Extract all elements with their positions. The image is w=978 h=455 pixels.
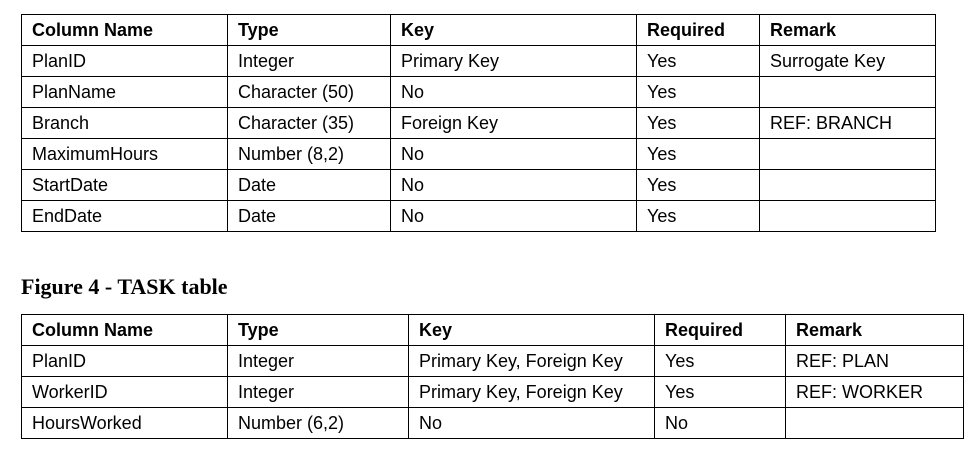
cell-required: Yes <box>637 77 760 108</box>
cell-remark <box>760 201 936 232</box>
cell-key: No <box>391 77 637 108</box>
cell-remark: REF: WORKER <box>786 377 964 408</box>
table-row <box>22 46 936 77</box>
cell-remark <box>786 408 964 439</box>
cell-remark: REF: PLAN <box>786 346 964 377</box>
cell-remark: Surrogate Key <box>760 46 936 77</box>
cell-remark <box>760 139 936 170</box>
cell-column-name: WorkerID <box>22 377 228 408</box>
cell-column-name: StartDate <box>22 170 228 201</box>
cell-type: Character (35) <box>228 108 391 139</box>
cell-required: Yes <box>637 108 760 139</box>
cell-remark <box>760 77 936 108</box>
cell-column-name: Branch <box>22 108 228 139</box>
cell-type: Number (8,2) <box>228 139 391 170</box>
cell-required: Yes <box>637 46 760 77</box>
cell-type: Integer <box>228 46 391 77</box>
plan-table-header-row <box>22 15 936 46</box>
cell-type: Integer <box>228 377 409 408</box>
table-row <box>22 377 964 408</box>
cell-remark: REF: BRANCH <box>760 108 936 139</box>
cell-column-name: PlanID <box>22 346 228 377</box>
header-column-name: Column Name <box>22 315 228 346</box>
cell-type: Integer <box>228 346 409 377</box>
task-table <box>21 314 964 439</box>
header-remark: Remark <box>760 15 936 46</box>
cell-key: Primary Key, Foreign Key <box>409 346 655 377</box>
header-key: Key <box>409 315 655 346</box>
cell-key: No <box>409 408 655 439</box>
cell-type: Character (50) <box>228 77 391 108</box>
header-remark: Remark <box>786 315 964 346</box>
cell-key: Foreign Key <box>391 108 637 139</box>
table-row <box>22 201 936 232</box>
cell-required: Yes <box>637 170 760 201</box>
cell-required: No <box>655 408 786 439</box>
header-required: Required <box>655 315 786 346</box>
cell-column-name: PlanName <box>22 77 228 108</box>
cell-type: Number (6,2) <box>228 408 409 439</box>
cell-column-name: HoursWorked <box>22 408 228 439</box>
table-row <box>22 170 936 201</box>
cell-key: No <box>391 201 637 232</box>
header-key: Key <box>391 15 637 46</box>
cell-remark <box>760 170 936 201</box>
task-table-header-row <box>22 315 964 346</box>
table-row <box>22 77 936 108</box>
cell-required: Yes <box>637 201 760 232</box>
table-row <box>22 346 964 377</box>
cell-column-name: MaximumHours <box>22 139 228 170</box>
cell-key: Primary Key, Foreign Key <box>409 377 655 408</box>
cell-column-name: EndDate <box>22 201 228 232</box>
cell-type: Date <box>228 170 391 201</box>
header-column-name: Column Name <box>22 15 228 46</box>
table-row <box>22 139 936 170</box>
cell-required: Yes <box>655 346 786 377</box>
cell-key: Primary Key <box>391 46 637 77</box>
cell-key: No <box>391 170 637 201</box>
header-required: Required <box>637 15 760 46</box>
plan-table <box>21 14 936 232</box>
figure-caption: Figure 4 - TASK table <box>21 274 228 299</box>
cell-column-name: PlanID <box>22 46 228 77</box>
table-row <box>22 108 936 139</box>
header-type: Type <box>228 15 391 46</box>
table-row <box>22 408 964 439</box>
cell-required: Yes <box>655 377 786 408</box>
header-type: Type <box>228 315 409 346</box>
cell-required: Yes <box>637 139 760 170</box>
cell-type: Date <box>228 201 391 232</box>
cell-key: No <box>391 139 637 170</box>
